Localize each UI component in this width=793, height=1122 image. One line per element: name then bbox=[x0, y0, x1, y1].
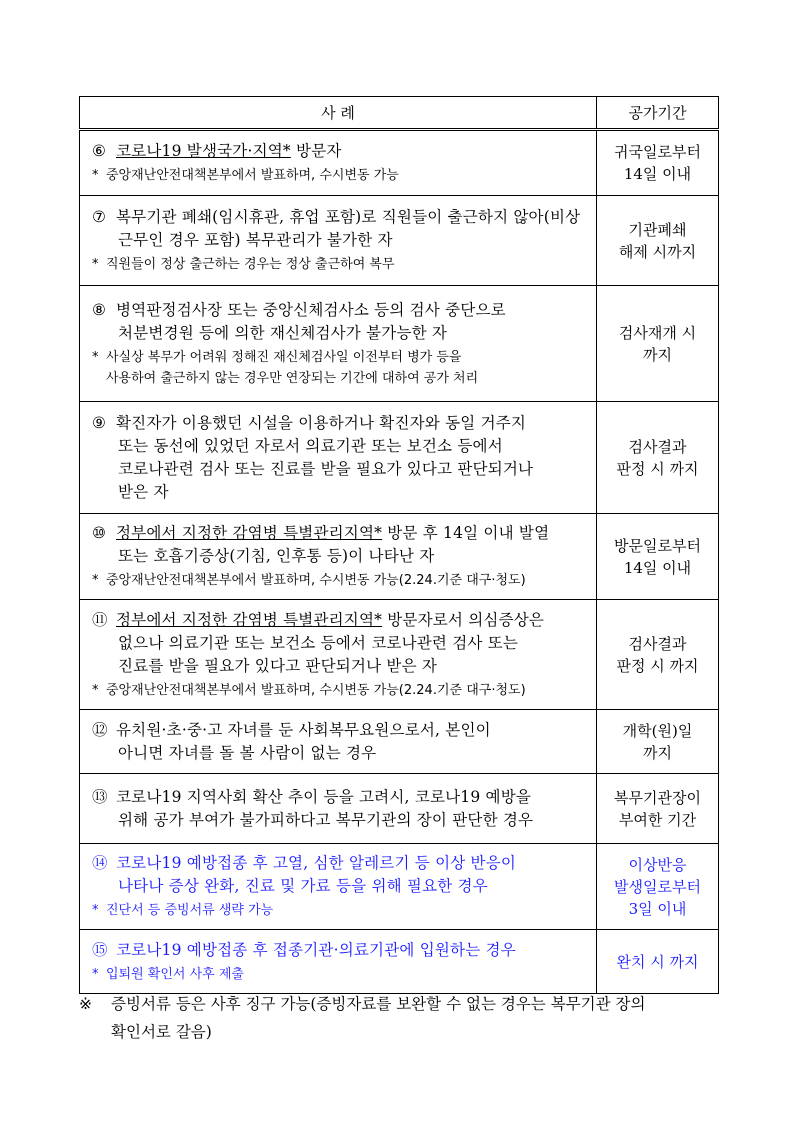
footnote-marker: * bbox=[92, 682, 99, 698]
table-header-row bbox=[80, 97, 719, 130]
case-line bbox=[92, 742, 588, 765]
case-line bbox=[92, 206, 588, 229]
case-description bbox=[80, 196, 597, 286]
case-line bbox=[92, 939, 588, 962]
period-line: 검사결과 bbox=[628, 634, 687, 653]
case-line bbox=[92, 412, 588, 435]
table-row bbox=[80, 130, 719, 196]
case-number: ⑧ bbox=[92, 300, 107, 319]
case-description bbox=[80, 930, 597, 994]
footnote-marker: * bbox=[92, 966, 99, 982]
footnote-marker: * bbox=[92, 903, 99, 918]
leave-period bbox=[597, 196, 719, 286]
case-line-text: 코로나19 예방접종 후 고열, 심한 알레르기 등 이상 반응이 bbox=[116, 854, 517, 872]
case-line-text: 정부에서 지정한 감염병 특별관리지역* 방문자로서 의심증상은 bbox=[116, 610, 545, 629]
case-number: ⑪ bbox=[92, 610, 108, 629]
table-row bbox=[80, 402, 719, 514]
leave-period bbox=[597, 844, 719, 930]
case-number: ⑨ bbox=[92, 413, 107, 432]
header-period: 공가기간 bbox=[597, 97, 719, 130]
footer-text-1: 증빙서류 등은 사후 징구 가능(증빙자료를 보완할 수 없는 경우는 복무기관 장의 bbox=[111, 995, 646, 1013]
table-row bbox=[80, 514, 719, 600]
reference-mark: ※ bbox=[79, 995, 92, 1013]
case-number: ⑫ bbox=[92, 720, 108, 739]
case-line bbox=[92, 719, 588, 742]
case-line-text: 위해 공가 부여가 불가피하다고 복무기관의 장이 판단한 경우 bbox=[118, 810, 534, 829]
leave-period bbox=[597, 710, 719, 774]
footnote-text: 진단서 등 증빙서류 생략 가능 bbox=[106, 903, 274, 918]
period-line: 까지 bbox=[643, 345, 672, 364]
table-row bbox=[80, 600, 719, 710]
case-line bbox=[92, 140, 588, 163]
period-line: 14일 이내 bbox=[623, 165, 692, 183]
header-case: 사 례 bbox=[80, 97, 597, 130]
table-row bbox=[80, 844, 719, 930]
case-line bbox=[92, 458, 588, 481]
footnote-text: 사실상 복무가 어려워 정해진 재신체검사일 이전부터 병가 등을 bbox=[106, 349, 462, 365]
period-line: 발생일로부터 bbox=[614, 877, 701, 896]
period-line: 검사결과 bbox=[628, 437, 687, 456]
footnote-text: 중앙재난안전대책본부에서 발표하며, 수시변동 가능 bbox=[106, 168, 399, 183]
case-line-text: 또는 호흡기증상(기침, 인후통 등)이 나타난 자 bbox=[118, 547, 435, 565]
case-description bbox=[80, 600, 597, 710]
case-line-text: 받은 자 bbox=[118, 482, 169, 501]
leave-period bbox=[597, 774, 719, 844]
case-line-text: 아니면 자녀를 돌 볼 사람이 없는 경우 bbox=[118, 743, 377, 762]
case-footnote bbox=[92, 368, 588, 389]
leave-period bbox=[597, 514, 719, 600]
case-line-text: 확진자가 이용했던 시설을 이용하거나 확진자와 동일 거주지 bbox=[116, 413, 527, 432]
case-line-text: 유치원·초·중·고 자녀를 둔 사회복무요원으로서, 본인이 bbox=[116, 720, 491, 739]
period-line: 까지 bbox=[643, 743, 672, 762]
case-line-text: 정부에서 지정한 감염병 특별관리지역* 방문 후 14일 이내 발열 bbox=[116, 524, 550, 542]
case-line-text: 코로나19 예방접종 후 접종기관·의료기관에 입원하는 경우 bbox=[116, 940, 516, 959]
case-line-text: 코로나관련 검사 또는 진료를 받을 필요가 있다고 판단되거나 bbox=[118, 459, 534, 478]
case-line-text: 코로나19 지역사회 확산 추이 등을 고려시, 코로나19 예방을 bbox=[116, 787, 532, 806]
case-line bbox=[92, 299, 588, 322]
case-footnote bbox=[92, 900, 588, 921]
case-description bbox=[80, 286, 597, 402]
case-line bbox=[92, 545, 588, 568]
case-line-text: 코로나19 발생국가·지역* 방문자 bbox=[116, 142, 342, 160]
case-footnote bbox=[92, 254, 588, 275]
sick-leave-case-table bbox=[79, 96, 719, 994]
case-number: ⑬ bbox=[92, 787, 108, 806]
case-line-text: 병역판정검사장 또는 중앙신체검사소 등의 검사 중단으로 bbox=[116, 300, 506, 319]
case-footnote bbox=[92, 570, 588, 591]
period-line: 3일 이내 bbox=[628, 899, 687, 918]
case-description bbox=[80, 514, 597, 600]
footnote-marker: * bbox=[92, 168, 99, 183]
case-line-text: 근무인 경우 포함) 복무관리가 불가한 자 bbox=[118, 231, 393, 249]
footnote-marker: * bbox=[92, 349, 99, 365]
period-line: 14일 이내 bbox=[623, 558, 692, 577]
case-description bbox=[80, 130, 597, 196]
period-line: 기관폐쇄 bbox=[628, 220, 687, 239]
case-footnote bbox=[92, 964, 588, 985]
case-line bbox=[92, 522, 588, 545]
case-line bbox=[92, 809, 588, 832]
case-line bbox=[92, 609, 588, 632]
case-number: ⑥ bbox=[92, 142, 107, 160]
table-row bbox=[80, 196, 719, 286]
footer-note bbox=[79, 990, 719, 1046]
case-line-text: 또는 동선에 있었던 자로서 의료기관 또는 보건소 등에서 bbox=[118, 436, 503, 455]
case-line-text: 나타나 증상 완화, 진료 및 가료 등을 위해 필요한 경우 bbox=[118, 877, 488, 895]
leave-period bbox=[597, 402, 719, 514]
period-line: 완치 시 까지 bbox=[616, 952, 699, 971]
leave-period bbox=[597, 286, 719, 402]
case-description bbox=[80, 774, 597, 844]
case-line-text: 복무기관 폐쇄(임시휴관, 휴업 포함)로 직원들이 출근하지 않아(비상 bbox=[116, 208, 581, 226]
period-line: 판정 시 까지 bbox=[616, 656, 699, 675]
case-description bbox=[80, 844, 597, 930]
footnote-text: 입퇴원 확인서 사후 제출 bbox=[106, 966, 244, 982]
period-line: 복무기관장이 bbox=[614, 788, 701, 807]
table-row bbox=[80, 286, 719, 402]
table-row bbox=[80, 710, 719, 774]
case-footnote bbox=[92, 165, 588, 186]
case-number: ⑭ bbox=[92, 854, 108, 872]
case-line bbox=[92, 786, 588, 809]
footnote-text: 중앙재난안전대책본부에서 발표하며, 수시변동 가능(2.24.기준 대구·청도) bbox=[106, 573, 526, 588]
period-line: 이상반응 bbox=[628, 855, 687, 874]
period-line: 판정 시 까지 bbox=[616, 459, 699, 478]
period-line: 귀국일로부터 bbox=[614, 143, 701, 161]
footnote-marker: * bbox=[92, 257, 99, 272]
case-line bbox=[92, 875, 588, 898]
case-description bbox=[80, 402, 597, 514]
case-number: ⑦ bbox=[92, 208, 107, 226]
case-number: ⑮ bbox=[92, 940, 108, 959]
case-footnote bbox=[92, 680, 588, 701]
case-line bbox=[92, 655, 588, 678]
case-line bbox=[92, 632, 588, 655]
footer-line-2: 확인서로 갈음) bbox=[111, 1023, 212, 1041]
case-line bbox=[92, 481, 588, 504]
case-number: ⑩ bbox=[92, 524, 107, 542]
case-line bbox=[92, 229, 588, 252]
period-line: 방문일로부터 bbox=[614, 536, 701, 555]
table-row bbox=[80, 774, 719, 844]
leave-period bbox=[597, 600, 719, 710]
footnote-marker: * bbox=[92, 573, 99, 588]
period-line: 개학(원)일 bbox=[622, 721, 693, 740]
table-row bbox=[80, 930, 719, 994]
case-line-text: 없으나 의료기관 또는 보건소 등에서 코로나관련 검사 또는 bbox=[118, 633, 519, 652]
case-line-text: 진료를 받을 필요가 있다고 판단되거나 받은 자 bbox=[118, 656, 438, 675]
case-line bbox=[92, 852, 588, 875]
case-line-text: 처분변경원 등에 의한 재신체검사가 불가능한 자 bbox=[118, 323, 448, 342]
footnote-text: 사용하여 출근하지 않는 경우만 연장되는 기간에 대하여 공가 처리 bbox=[106, 370, 479, 386]
case-line bbox=[92, 435, 588, 458]
footnote-text: 중앙재난안전대책본부에서 발표하며, 수시변동 가능(2.24.기준 대구·청도) bbox=[106, 682, 526, 698]
footnote-text: 직원들이 정상 출근하는 경우는 정상 출근하여 복무 bbox=[106, 257, 395, 272]
footer-line-1 bbox=[79, 990, 719, 1018]
case-description bbox=[80, 710, 597, 774]
leave-period bbox=[597, 130, 719, 196]
case-line bbox=[92, 322, 588, 345]
table-body bbox=[80, 130, 719, 994]
leave-period bbox=[597, 930, 719, 994]
period-line: 해제 시까지 bbox=[618, 242, 697, 261]
period-line: 부여한 기간 bbox=[618, 810, 697, 829]
period-line: 검사재개 시 bbox=[618, 323, 697, 342]
case-footnote bbox=[92, 347, 588, 368]
